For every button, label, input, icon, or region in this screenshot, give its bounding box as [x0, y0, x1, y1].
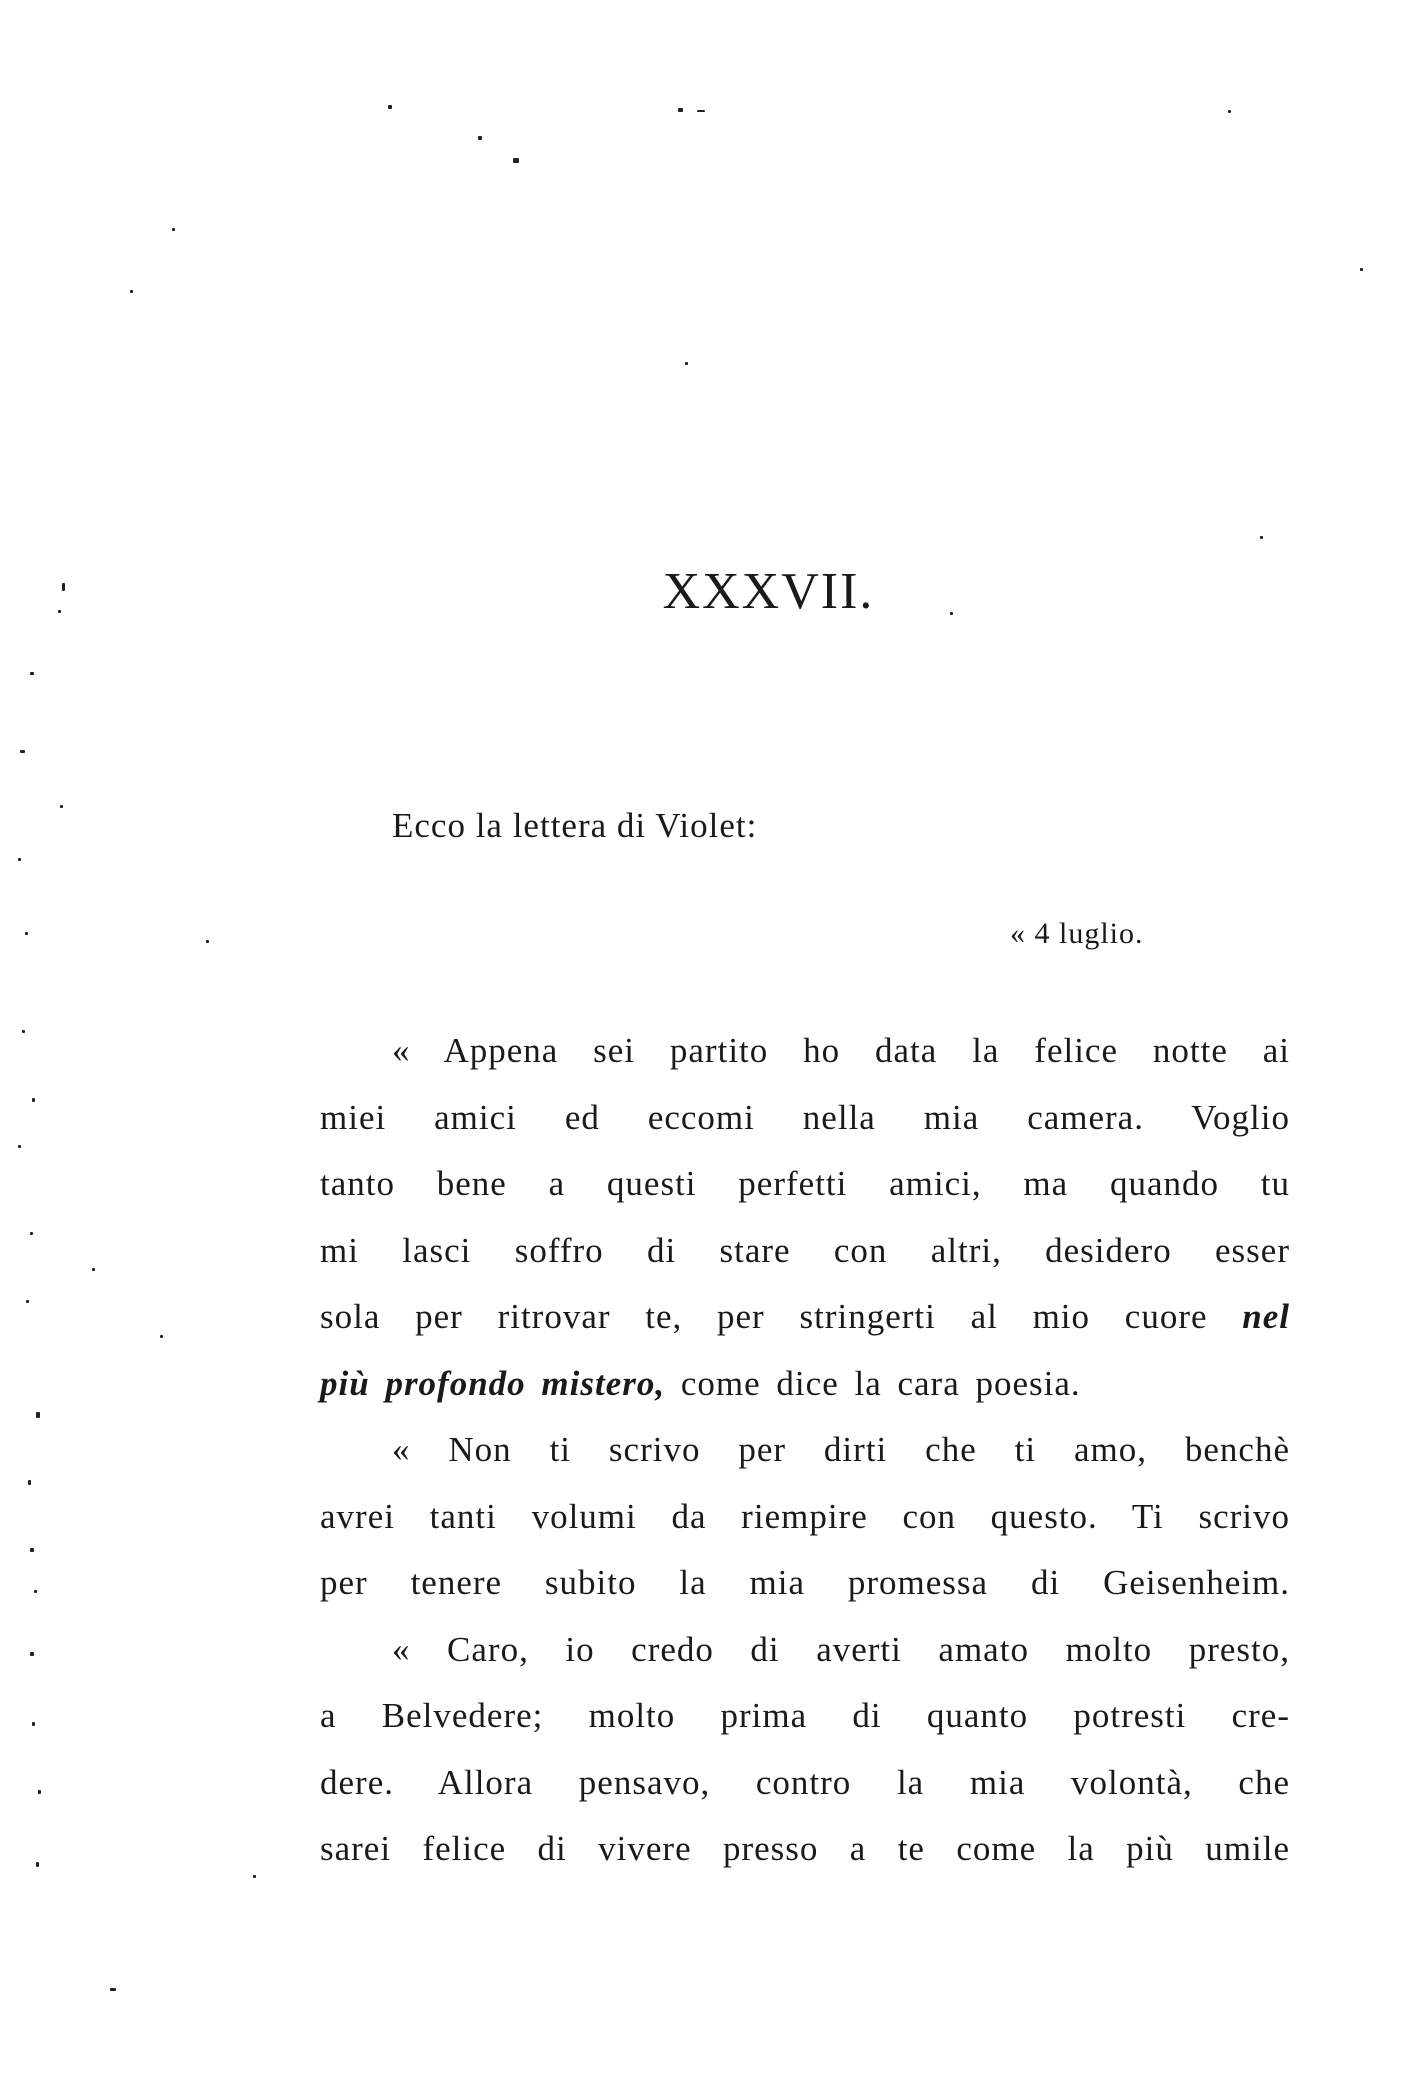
text-line — [320, 1351, 1290, 1418]
text-line: « Non ti scrivo per dirti che ti amo, benchè — [392, 1430, 1290, 1469]
text-line: a Belvedere; molto prima di quanto potresti cre- — [320, 1696, 1290, 1735]
italic-quote: più profondo mistero, — [320, 1363, 666, 1403]
text-span: sola per ritrovar te, per stringerti al mio cuore — [320, 1297, 1208, 1336]
letter-date: « 4 luglio. — [1010, 917, 1144, 950]
text-line: per tenere subito la mia promessa di Geisenheim. — [320, 1563, 1290, 1602]
text-line: « Appena sei partito ho data la felice notte ai — [392, 1031, 1290, 1070]
text-line: avrei tanti volumi da riempire con questo. Ti scrivo — [320, 1496, 1290, 1536]
letter-body — [320, 1018, 1290, 1883]
text-line: mi lasci soffro di stare con altri, desidero esser — [320, 1230, 1290, 1270]
text-line — [320, 1284, 1290, 1351]
chapter-title: XXXVII. — [662, 563, 875, 620]
italic-quote: nel — [1242, 1297, 1290, 1336]
text-line: « Caro, io credo di averti amato molto presto, — [392, 1629, 1290, 1669]
intro-line: Ecco la lettera di Violet: — [392, 806, 758, 845]
text-line: dere. Allora pensavo, contro la mia volontà, che — [320, 1762, 1290, 1802]
text-line: miei amici ed eccomi nella mia camera. Voglio — [320, 1097, 1290, 1137]
text-span: come dice la cara poesia. — [680, 1363, 1081, 1403]
text-line: tanto bene a questi perfetti amici, ma quando tu — [320, 1164, 1290, 1203]
text-line: sarei felice di vivere presso a te come la più umile — [320, 1829, 1290, 1868]
